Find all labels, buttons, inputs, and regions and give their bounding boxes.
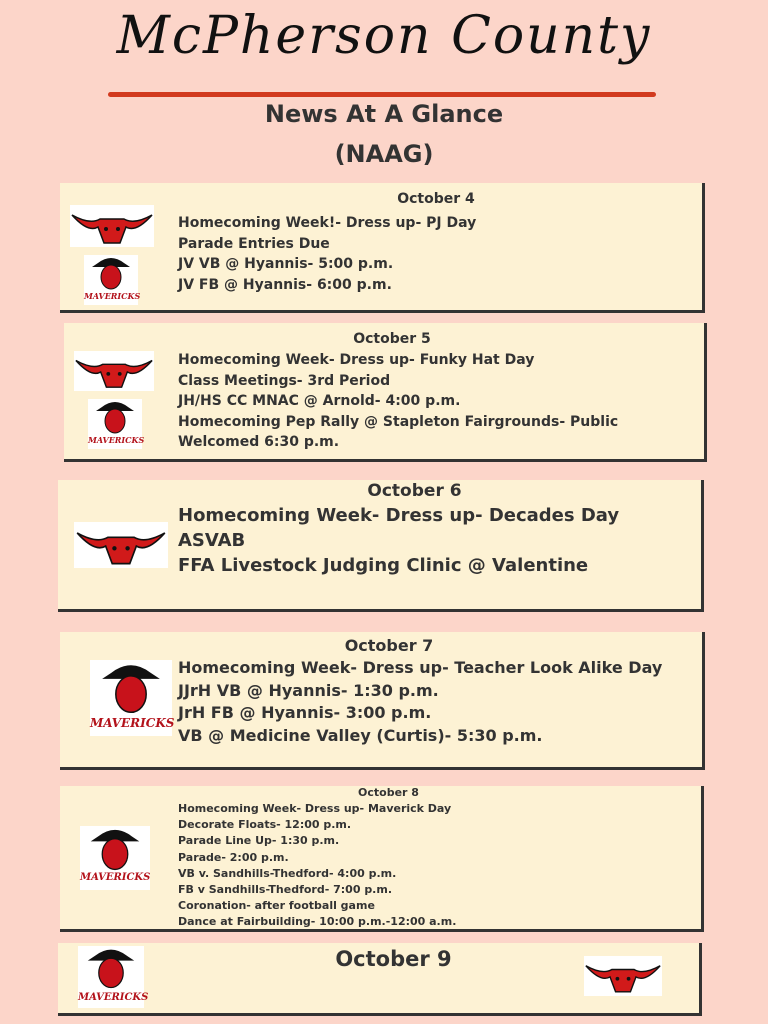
maverick-logo-icon	[78, 946, 149, 1008]
mavericks-wordmark: MAVERICKS	[88, 435, 145, 445]
mavericks-wordmark: MAVERICKS	[78, 992, 149, 1003]
mavericks-wordmark: MAVERICKS	[80, 872, 151, 883]
event-item: JV FB @ Hyannis- 6:00 p.m.	[178, 276, 392, 293]
event-item: Homecoming Pep Rally @ Stapleton Fairgrounds- Public	[178, 413, 619, 430]
event-list	[178, 657, 662, 747]
event-item: Welcomed 6:30 p.m.	[178, 434, 340, 450]
maverick-logo-icon	[90, 660, 175, 736]
bull-logo-icon	[70, 205, 154, 247]
event-item: Dance at Fairbuilding- 10:00 p.m.-12:00 a.m.	[178, 915, 457, 929]
event-item: Homecoming Week- Dress up- Decades Day	[178, 505, 620, 526]
card-date: October 8	[358, 786, 419, 799]
card-date: October 7	[344, 636, 434, 655]
event-card-oct-4	[60, 183, 705, 313]
bull-logo-icon	[584, 956, 662, 996]
event-item: Parade- 2:00 p.m.	[178, 850, 289, 864]
event-item: VB v. Sandhills-Thedford- 4:00 p.m.	[178, 866, 397, 880]
event-item: Class Meetings- 3rd Period	[178, 372, 391, 389]
event-item: Homecoming Week!- Dress up- PJ Day	[178, 215, 477, 231]
event-item: Parade Line Up- 1:30 p.m.	[178, 834, 340, 848]
mavericks-wordmark: MAVERICKS	[90, 716, 175, 730]
event-list	[178, 213, 476, 295]
event-item: Coronation- after football game	[178, 899, 375, 913]
event-item: FB v Sandhills-Thedford- 7:00 p.m.	[178, 883, 393, 897]
mavericks-wordmark: MAVERICKS	[84, 291, 141, 301]
maverick-logo-icon	[80, 826, 150, 890]
bull-logo-icon	[74, 351, 154, 391]
card-date: October 6	[367, 481, 462, 501]
event-item: VB @ Medicine Valley (Curtis)- 5:30 p.m.	[178, 725, 543, 745]
event-item: FFA Livestock Judging Clinic @ Valentine	[178, 555, 589, 576]
card-date: October 4	[397, 191, 475, 207]
subtitle: News At A Glance	[264, 100, 504, 128]
event-card-oct-9	[58, 943, 702, 1016]
event-item: JH/HS CC MNAC @ Arnold- 4:00 p.m.	[178, 393, 461, 409]
event-card-oct-7	[60, 632, 705, 770]
card-date: October 9	[335, 947, 452, 971]
event-item: Decorate Floats- 12:00 p.m.	[178, 818, 352, 832]
event-item: JrH FB @ Hyannis- 3:00 p.m.	[178, 703, 432, 722]
event-item: JV VB @ Hyannis- 5:00 p.m.	[178, 256, 394, 272]
event-item: Homecoming Week- Dress up- Teacher Look Alike Day	[178, 658, 663, 677]
page-title: McPherson County	[116, 6, 652, 66]
event-item: Homecoming Week- Dress up- Funky Hat Day	[178, 352, 535, 368]
event-item: JJrH VB @ Hyannis- 1:30 p.m.	[178, 680, 439, 700]
event-list	[178, 503, 619, 578]
event-list	[178, 801, 456, 931]
event-card-oct-6	[58, 480, 704, 612]
card-date: October 5	[353, 331, 431, 347]
subtitle-abbrev: (NAAG)	[334, 140, 434, 168]
event-item: Homecoming Week- Dress up- Maverick Day	[178, 802, 452, 815]
bull-logo-icon	[74, 522, 168, 568]
event-card-oct-8	[60, 786, 704, 932]
event-item: Parade Entries Due	[178, 235, 330, 252]
maverick-logo-icon	[88, 399, 145, 449]
title-underline	[108, 92, 656, 97]
event-item: ASVAB	[178, 530, 246, 551]
maverick-logo-icon	[84, 255, 141, 305]
event-card-oct-5	[64, 323, 707, 462]
event-list	[178, 350, 618, 453]
